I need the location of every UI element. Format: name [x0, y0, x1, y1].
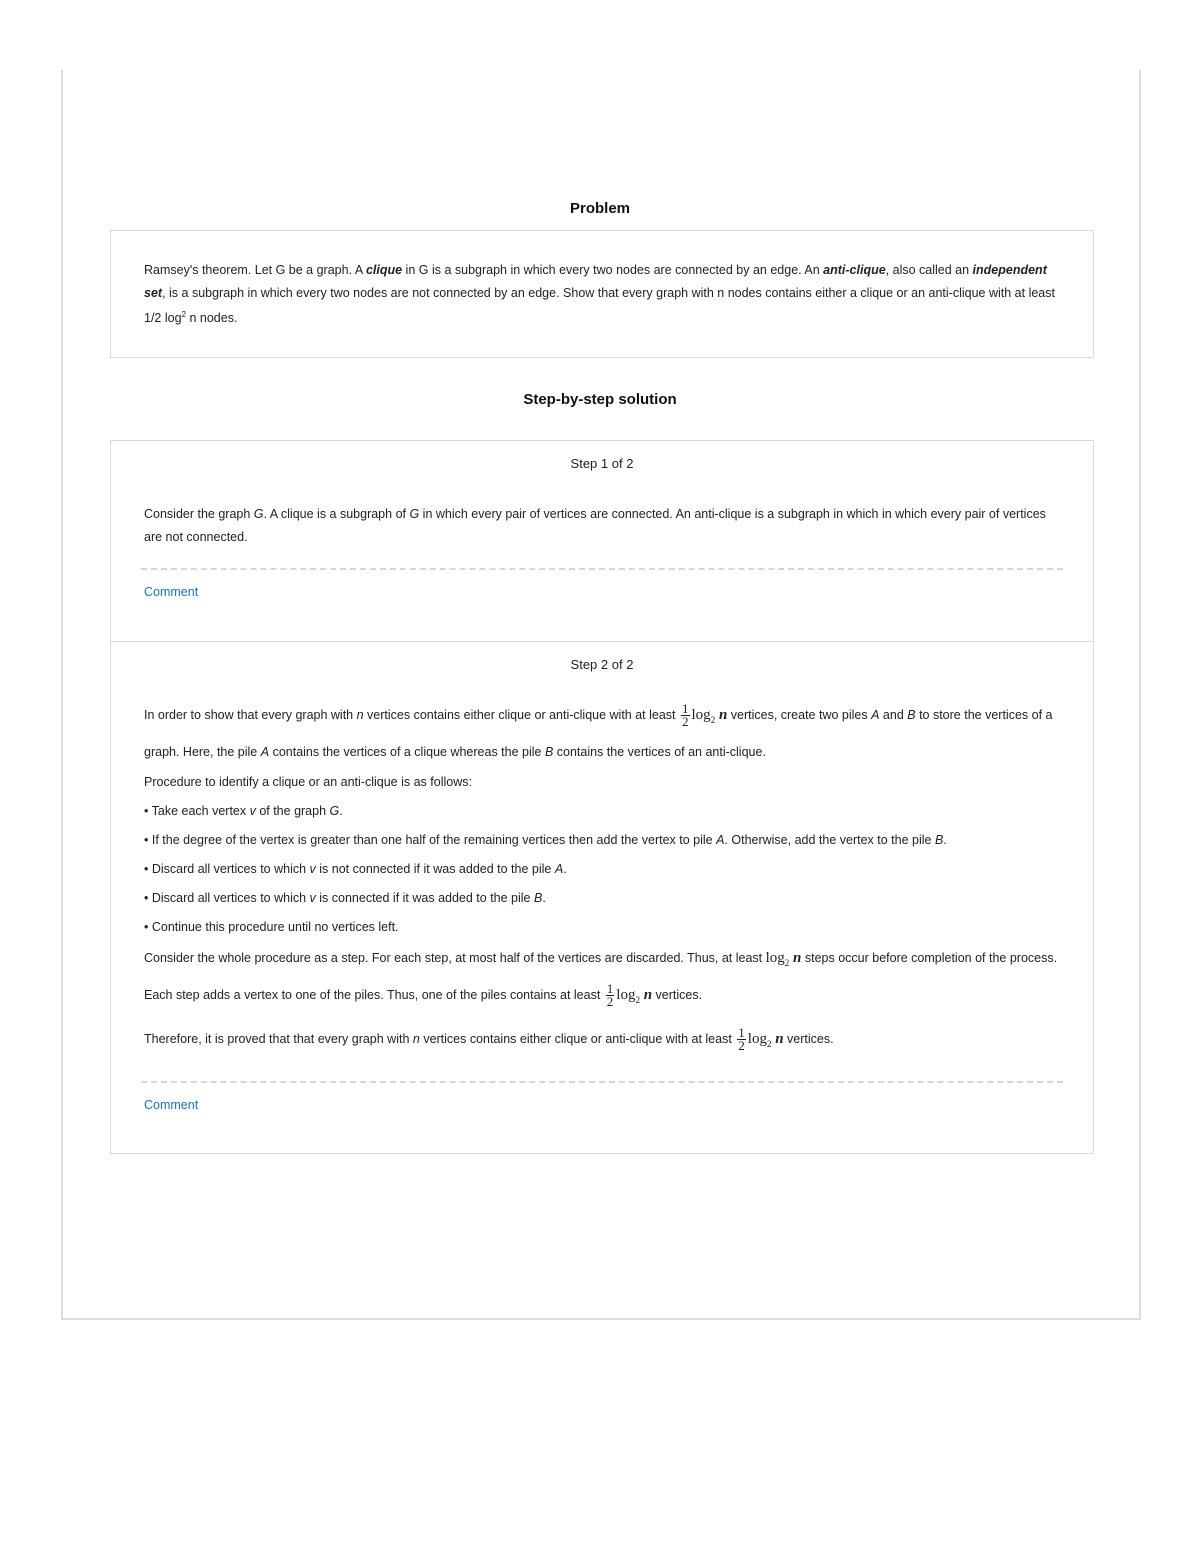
step-2-label: Step 2 of 2 [570, 657, 634, 672]
step-2 [111, 641, 1093, 1114]
problem-title: Problem [569, 200, 630, 217]
step-1-divider [141, 568, 1063, 570]
solution-title: Step-by-step solution [523, 391, 677, 408]
problem-text: Ramsey's theorem. Let G be a graph. A clique in G is a subgraph in which every two nodes are connected by an edge. An anti-clique, also called an independent set, is a subgraph in which every two nodes are not connected by an edge. Show that every graph with n nodes contains either a clique or an anti-clique with at least 1/2 $\log^2 n$ nodes. [144, 263, 1055, 326]
step-1 [111, 441, 1093, 641]
solution-box [110, 440, 1094, 1154]
step-2-comment-link[interactable]: Comment [144, 1098, 199, 1112]
problem-box [110, 230, 1094, 358]
step-2-divider [141, 1081, 1063, 1083]
step-1-label: Step 1 of 2 [570, 456, 634, 471]
step-2-body: In order to show that every graph with n vertices contains either clique or anti-clique with at least $\frac{1}{2}$ $\log_2 n$ vertices, create two piles A and B to store the vertices of a graph. Here, the pile A contains the vertices of a clique whereas the pile B contains the vertices of an anti-clique. Procedure to identify a clique or an anti-clique is as follows: • Take each vertex v of the graph G. • If the degree of the vertex is greater than one half of the remaining vertices then add the vertex to pile A. Otherwise, add the vertex to the pile B. • Discard all vertices to which v is not connected if it was added to the pile A. • Discard all vertices to which v is connected if it was added to the pile B. • Continue this procedure until no vertices left. Consider the whole procedure as a step. For each step, at most half of the vertices are discarded. Thus, at least $\log_2 n$ steps occur before completion of the process. Each step adds a vertex to one of the piles. Thus, one of the piles contains at least $\frac{1}{2}$ $\log_2 n$ vertices. Therefore, it is proved that that every graph with n vertices contains either clique or anti-clique with at least $\frac{1}{2}$ $\log_2 n$ vertices. [144, 701, 1058, 1054]
step-1-body: Consider the graph G. A clique is a subgraph of G in which every pair of vertices are connected. An anti-clique is a subgraph in which in which every pair of vertices are not connected. [144, 507, 1046, 544]
fraction-one-half: $\frac{1}{2}$ [682, 701, 689, 730]
term-clique: clique [365, 263, 403, 277]
term-anti-clique: anti-clique [823, 263, 886, 277]
term-independent-set: independent set [144, 263, 1047, 300]
step-1-comment-link[interactable]: Comment [144, 585, 199, 599]
